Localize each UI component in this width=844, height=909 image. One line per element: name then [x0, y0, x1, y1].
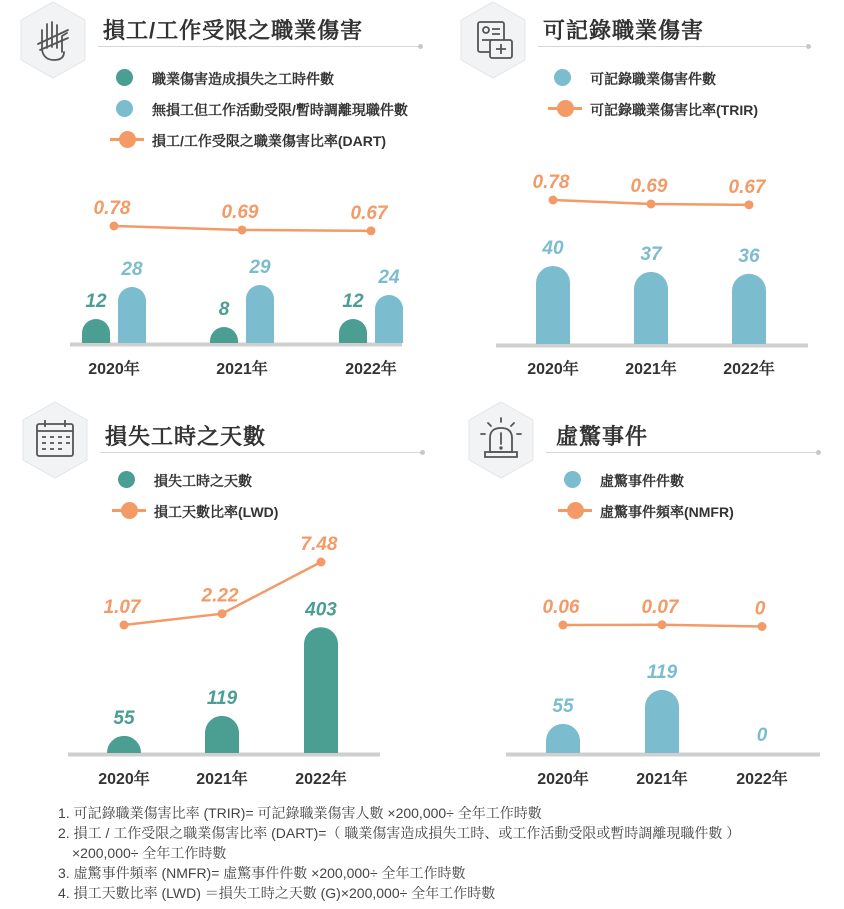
- footnote: 3. 虛驚事件頻率 (NMFR)= 虛驚事件件數 ×200,000÷ 全年工作時數: [58, 865, 466, 881]
- footnotes: [58, 803, 740, 903]
- bar: [82, 319, 110, 343]
- line-point: [367, 226, 376, 235]
- footnote: 4. 損工天數比率 (LWD) ＝損失工時之天數 (G)×200,000÷ 全年工作時數: [58, 885, 496, 901]
- legend-label: 虛驚事件頻率(NMFR): [600, 504, 734, 520]
- bar-value-label: 119: [646, 661, 678, 683]
- bar-value-label: 55: [552, 695, 574, 717]
- bar-value-label: 12: [85, 291, 107, 312]
- footnote: 2. 損工 / 工作受限之職業傷害比率 (DART)=（ 職業傷害造成損失工時、或工作活動受限或暫時調離現職件數 ）: [58, 825, 741, 841]
- bar: [339, 319, 367, 343]
- x-tick-label: 2022年: [736, 771, 788, 788]
- bar: [732, 274, 766, 344]
- bar-value-label: 119: [206, 687, 238, 709]
- bar: [375, 295, 403, 343]
- bar-value-label: 29: [249, 257, 271, 278]
- line-point: [218, 609, 227, 618]
- bar: [205, 716, 239, 753]
- line-value-label: 0.06: [542, 597, 580, 618]
- line-point: [317, 558, 326, 567]
- bar-value-label: 40: [542, 238, 564, 259]
- bar-value-label: 24: [378, 267, 400, 288]
- page-title: 虛驚事件: [556, 424, 649, 449]
- x-tick-label: 2020年: [98, 771, 150, 788]
- x-tick-label: 2020年: [88, 361, 140, 378]
- line-value-label: 7.48: [300, 534, 338, 555]
- bar-value-label: 36: [738, 245, 760, 267]
- line-point: [238, 225, 247, 234]
- line-point: [647, 199, 656, 208]
- bar: [536, 266, 570, 344]
- x-tick-label: 2022年: [295, 771, 347, 788]
- bar: [210, 327, 238, 343]
- bar-value-label: 403: [305, 599, 337, 621]
- page-title: 損工/工作受限之職業傷害: [103, 18, 364, 43]
- line-point: [758, 622, 767, 631]
- bar-value-label: 28: [121, 259, 143, 280]
- bar-value-label: 0: [756, 725, 768, 746]
- line-value-label: 0.78: [532, 172, 570, 193]
- legend-label: 職業傷害造成損失之工時件數: [152, 71, 334, 87]
- bar: [118, 287, 146, 343]
- bar: [645, 690, 679, 753]
- line-value-label: 0.67: [350, 202, 388, 224]
- legend-label: 無損工但工作活動受限/暫時調離現職件數: [152, 102, 408, 118]
- line-point: [658, 620, 667, 629]
- bar: [546, 724, 580, 753]
- legend-label: 損工/工作受限之職業傷害比率(DART): [152, 133, 387, 149]
- x-tick-label: 2022年: [345, 361, 397, 378]
- bar: [246, 285, 274, 343]
- x-tick-label: 2021年: [216, 361, 268, 378]
- x-tick-label: 2021年: [636, 771, 688, 788]
- panel-lwd: [20, 400, 430, 800]
- x-tick-label: 2021年: [196, 771, 248, 788]
- line-point: [110, 222, 119, 231]
- footnote: 1. 可記錄職業傷害比率 (TRIR)= 可記錄職業傷害人數 ×200,000÷ 全年工作時數: [58, 805, 542, 821]
- panel-dart: [18, 0, 428, 395]
- x-tick-label: 2021年: [625, 361, 677, 378]
- line-value-label: 0.78: [93, 198, 131, 219]
- bar-value-label: 12: [342, 291, 364, 312]
- line-value-label: 0.67: [728, 176, 766, 198]
- legend-label: 虛驚事件件數: [600, 473, 684, 489]
- line-value-label: 1.07: [103, 597, 141, 618]
- panel-trir: [458, 0, 844, 395]
- bar: [107, 736, 141, 753]
- bar-value-label: 37: [640, 243, 662, 265]
- line-value-label: 0.69: [221, 201, 259, 223]
- line-point: [745, 200, 754, 209]
- bar-value-label: 8: [218, 299, 230, 320]
- line-value-label: 0.69: [630, 175, 668, 197]
- bar-line-chart: [20, 400, 430, 800]
- legend-label: 損工天數比率(LWD): [154, 504, 279, 520]
- line-value-label: 0.07: [641, 596, 679, 618]
- line-point: [559, 621, 568, 630]
- x-tick-label: 2022年: [723, 361, 775, 378]
- bar: [304, 627, 338, 753]
- legend-label: 損失工時之天數: [154, 473, 252, 489]
- footnote: ×200,000÷ 全年工作時數: [58, 845, 227, 861]
- bar-value-label: 55: [113, 707, 135, 729]
- legend-label: 可記錄職業傷害比率(TRIR): [590, 102, 758, 118]
- bar-line-chart: [466, 400, 844, 800]
- line-point: [120, 621, 129, 630]
- line-point: [549, 196, 558, 205]
- x-tick-label: 2020年: [527, 361, 579, 378]
- bar-line-chart: [18, 0, 428, 395]
- bar-line-chart: [458, 0, 844, 395]
- panel-nmfr: [466, 400, 844, 800]
- page-title: 可記錄職業傷害: [543, 18, 705, 43]
- bar: [634, 272, 668, 344]
- legend-label: 可記錄職業傷害件數: [590, 71, 716, 87]
- x-tick-label: 2020年: [537, 771, 589, 788]
- line-value-label: 2.22: [201, 585, 239, 607]
- line-value-label: 0: [754, 598, 766, 620]
- page-title: 損失工時之天數: [105, 424, 267, 449]
